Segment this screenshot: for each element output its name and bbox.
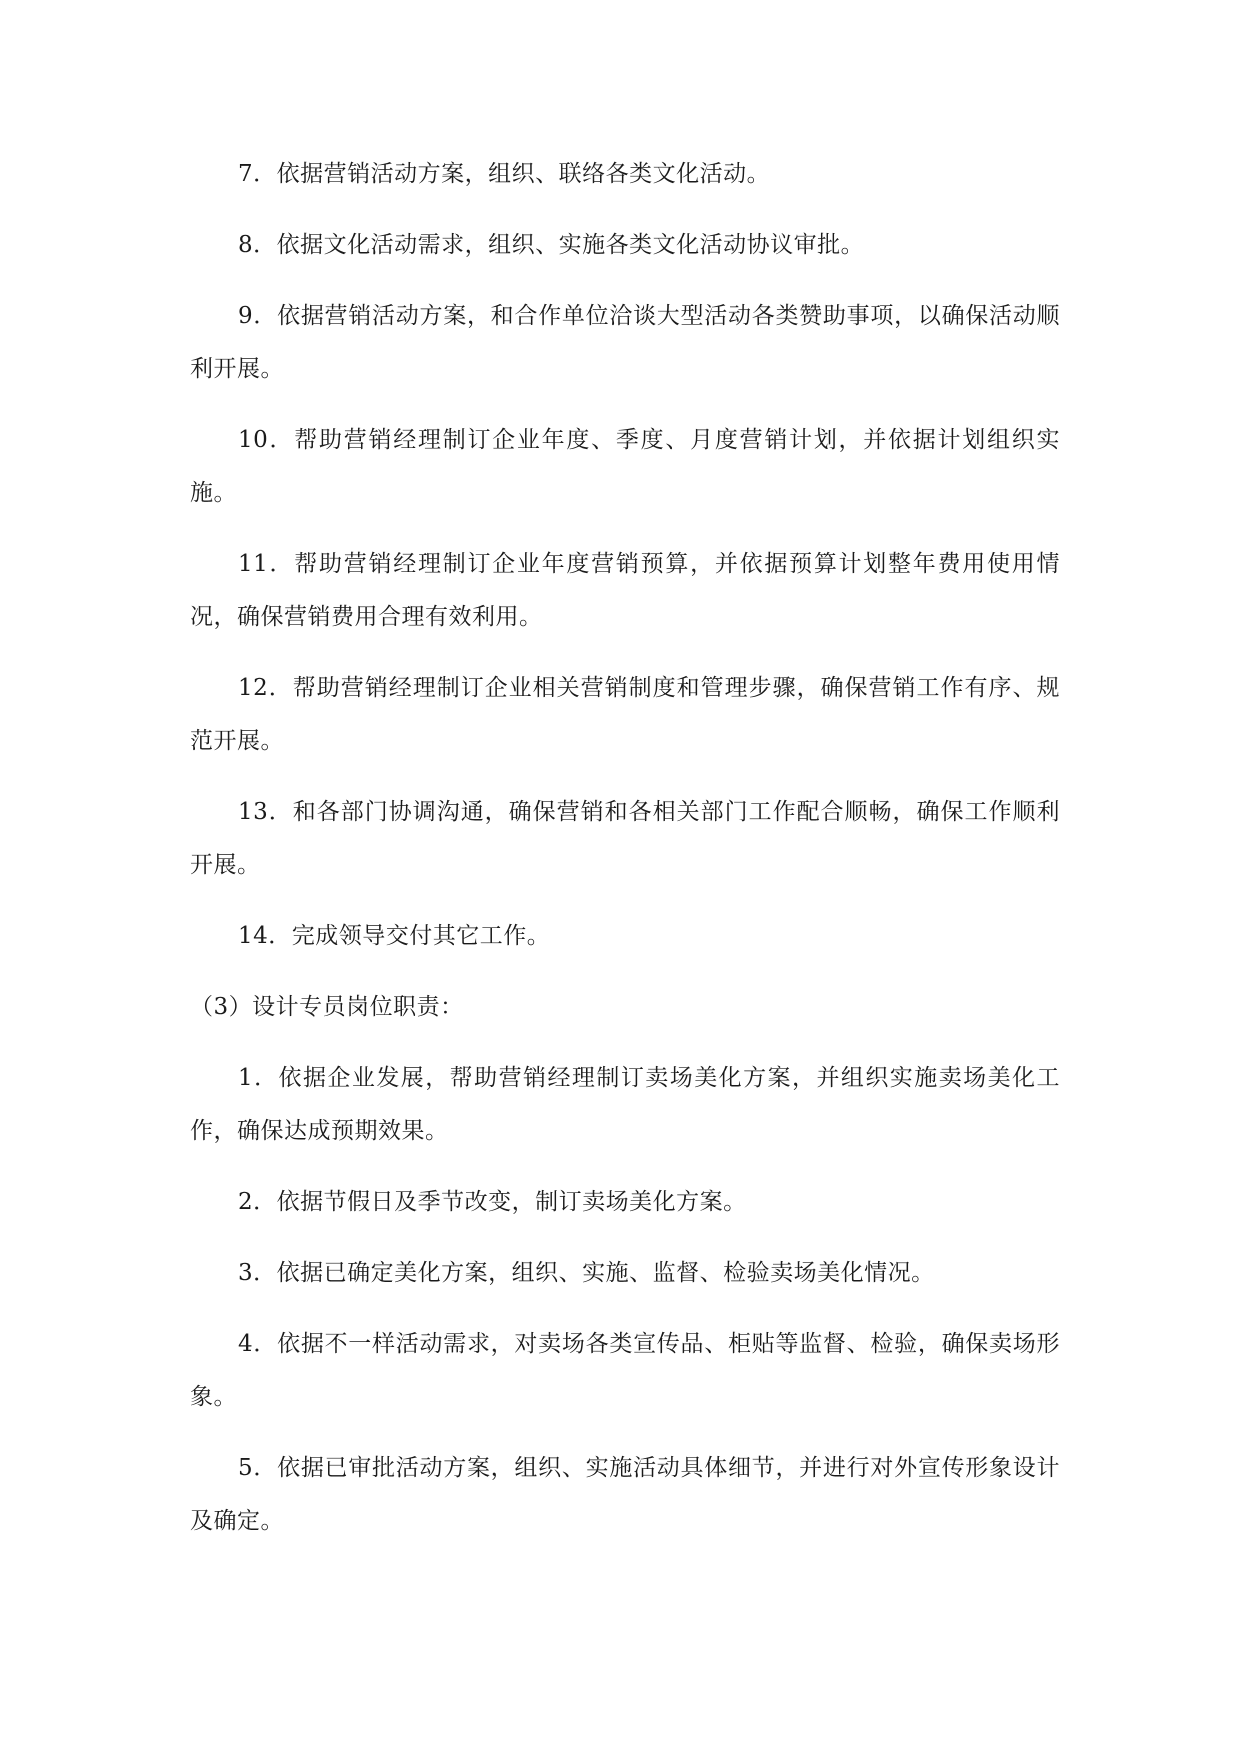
paragraph-design-2: 2．依据节假日及季节改变，制订卖场美化方案。 <box>238 1189 747 1215</box>
document-body <box>190 148 1060 1566</box>
paragraph-item-11: 11．帮助营销经理制订企业年度营销预算，并依据预算计划整年费用使用情况，确保营销费用合理有效利用。 <box>190 551 1060 630</box>
paragraph-item-12: 12．帮助营销经理制订企业相关营销制度和管理步骤，确保营销工作有序、规范开展。 <box>190 675 1060 754</box>
paragraph-item-9: 9．依据营销活动方案，和合作单位洽谈大型活动各类赞助事项，以确保活动顺利开展。 <box>190 303 1060 382</box>
paragraph-design-5: 5．依据已审批活动方案，组织、实施活动具体细节，并进行对外宣传形象设计及确定。 <box>190 1455 1060 1534</box>
paragraph-item-13: 13．和各部门协调沟通，确保营销和各相关部门工作配合顺畅，确保工作顺利开展。 <box>190 799 1060 878</box>
paragraph-item-7: 7．依据营销活动方案，组织、联络各类文化活动。 <box>238 161 771 187</box>
paragraph-design-3: 3．依据已确定美化方案，组织、实施、监督、检验卖场美化情况。 <box>238 1260 935 1286</box>
paragraph-design-1: 1．依据企业发展，帮助营销经理制订卖场美化方案，并组织实施卖场美化工作，确保达成预期效果。 <box>190 1065 1060 1144</box>
paragraph-item-10: 10．帮助营销经理制订企业年度、季度、月度营销计划，并依据计划组织实施。 <box>190 427 1060 506</box>
paragraph-design-4: 4．依据不一样活动需求，对卖场各类宣传品、柜贴等监督、检验，确保卖场形象。 <box>190 1331 1060 1410</box>
section-heading-design-specialist: （3）设计专员岗位职责： <box>190 994 464 1020</box>
paragraph-item-8: 8．依据文化活动需求，组织、实施各类文化活动协议审批。 <box>238 232 865 258</box>
paragraph-item-14: 14．完成领导交付其它工作。 <box>238 923 551 949</box>
